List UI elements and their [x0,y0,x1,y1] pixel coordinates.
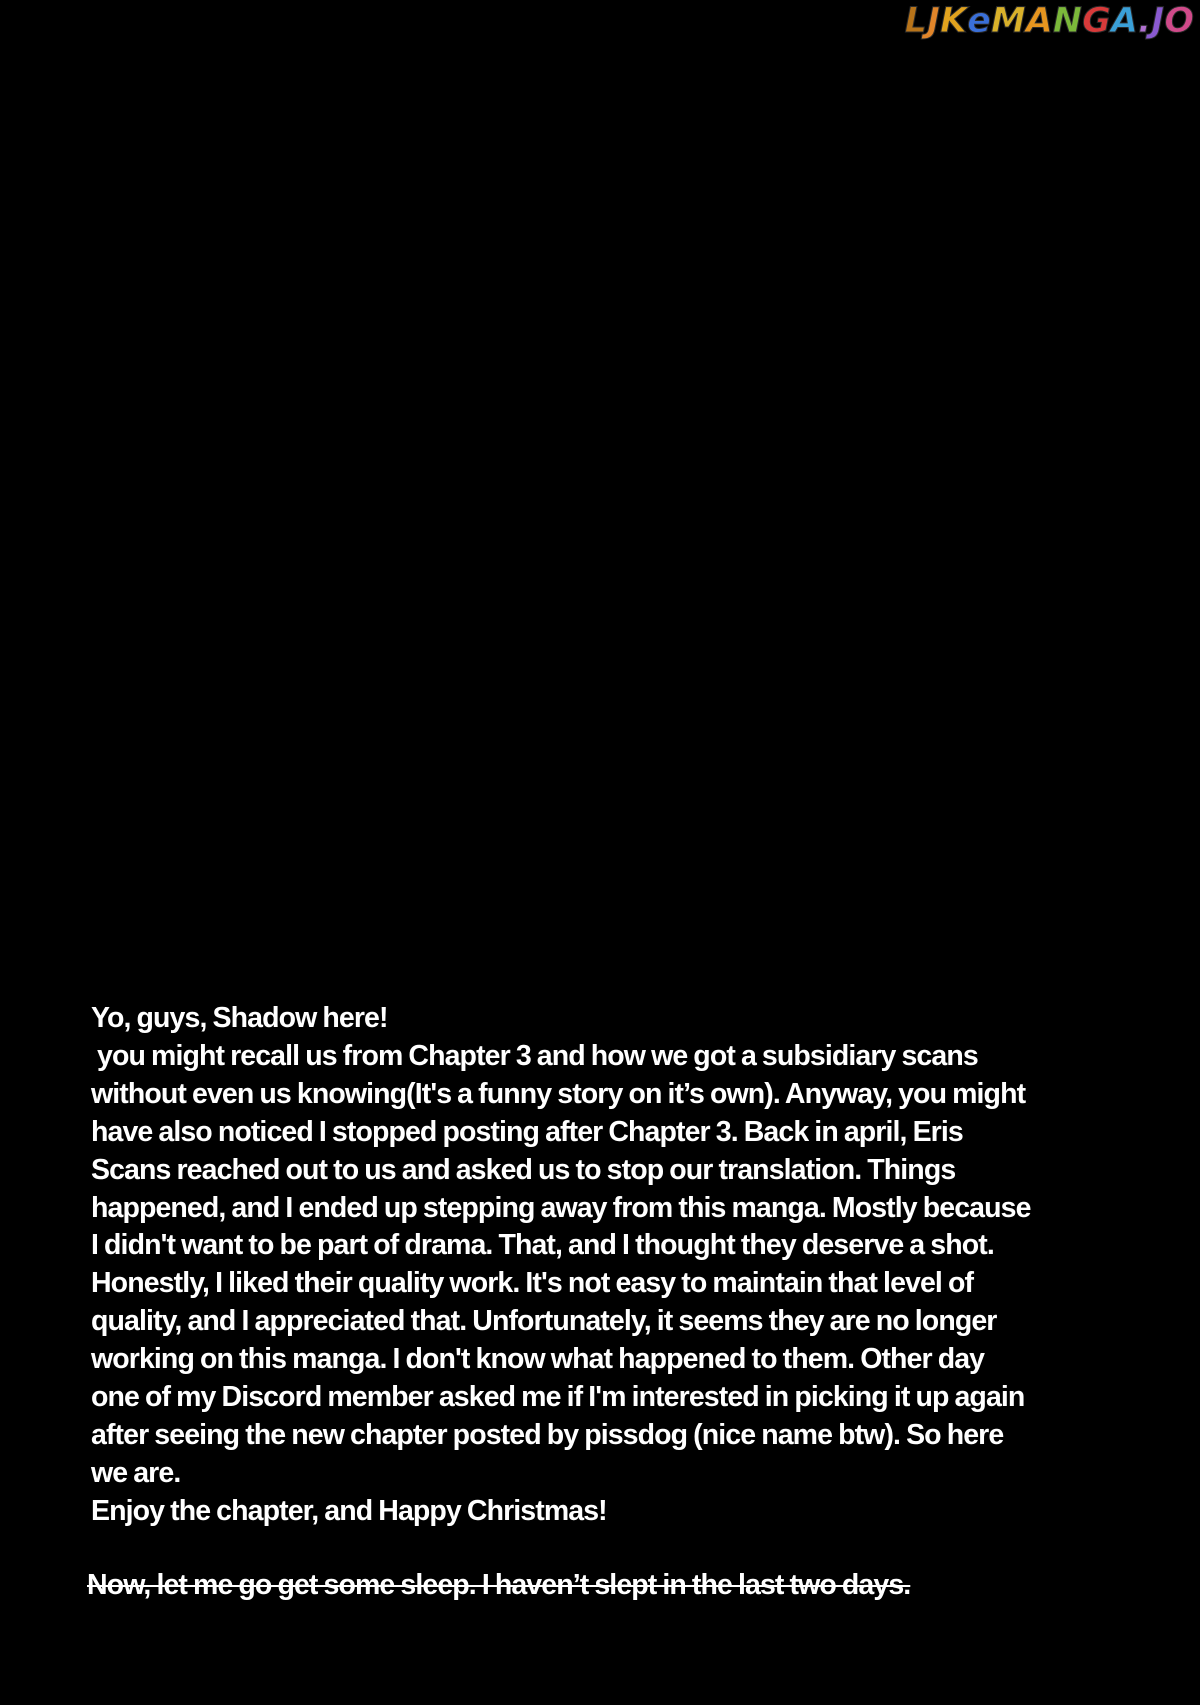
watermark-letter: K [939,1,968,41]
note-line: Scans reached out to us and asked us to stop our translation. Things [91,1153,956,1186]
note-line: Enjoy the chapter, and Happy Christmas! [91,1494,607,1527]
note-line: after seeing the new chapter posted by pissdog (nice name btw). So here [91,1418,1004,1451]
note-line: have also noticed I stopped posting after Chapter 3. Back in april, Eris [91,1115,963,1148]
note-line: happened, and I ended up stepping away from this manga. Mostly because [91,1191,1031,1224]
note-line: Yo, guys, Shadow here! [91,1002,388,1034]
note-line: working on this manga. I don't know what happened to them. Other day [91,1343,985,1376]
paragraph-gap [91,1531,1151,1567]
struck-through-line: Now, let me go get some sleep. I haven’t slept in the last two days. [87,1568,911,1601]
note-line: I didn't want to be part of drama. That, and I thought they deserve a shot. [91,1229,994,1262]
note-line: quality, and I appreciated that. Unfortunately, it seems they are no longer [91,1305,997,1338]
watermark-letter: . [1137,1,1152,41]
watermark-letter: A [1025,1,1053,41]
watermark-letter: A [1110,1,1138,41]
note-line: you might recall us from Chapter 3 and how we got a subsidiary scans [91,1039,978,1072]
watermark-letter: L [904,1,927,41]
watermark-letter: G [1082,1,1111,41]
watermark-letter: O [1164,1,1194,41]
watermark-letter: M [990,1,1026,41]
note-line: Honestly, I liked their quality work. It's not easy to maintain that level of [91,1267,974,1300]
site-watermark-logo [904,1,1194,41]
translator-note [87,1000,1151,1605]
watermark-letter: N [1052,1,1083,41]
watermark-letter: J [1151,1,1165,41]
note-line: one of my Discord member asked me if I'm interested in picking it up again [91,1381,1025,1414]
note-line: we are. [91,1456,181,1489]
note-line: without even us knowing(It's a funny story on it’s own). Anyway, you might [91,1077,1026,1110]
watermark-letter: J [926,1,940,41]
watermark-letter: e [967,1,991,41]
